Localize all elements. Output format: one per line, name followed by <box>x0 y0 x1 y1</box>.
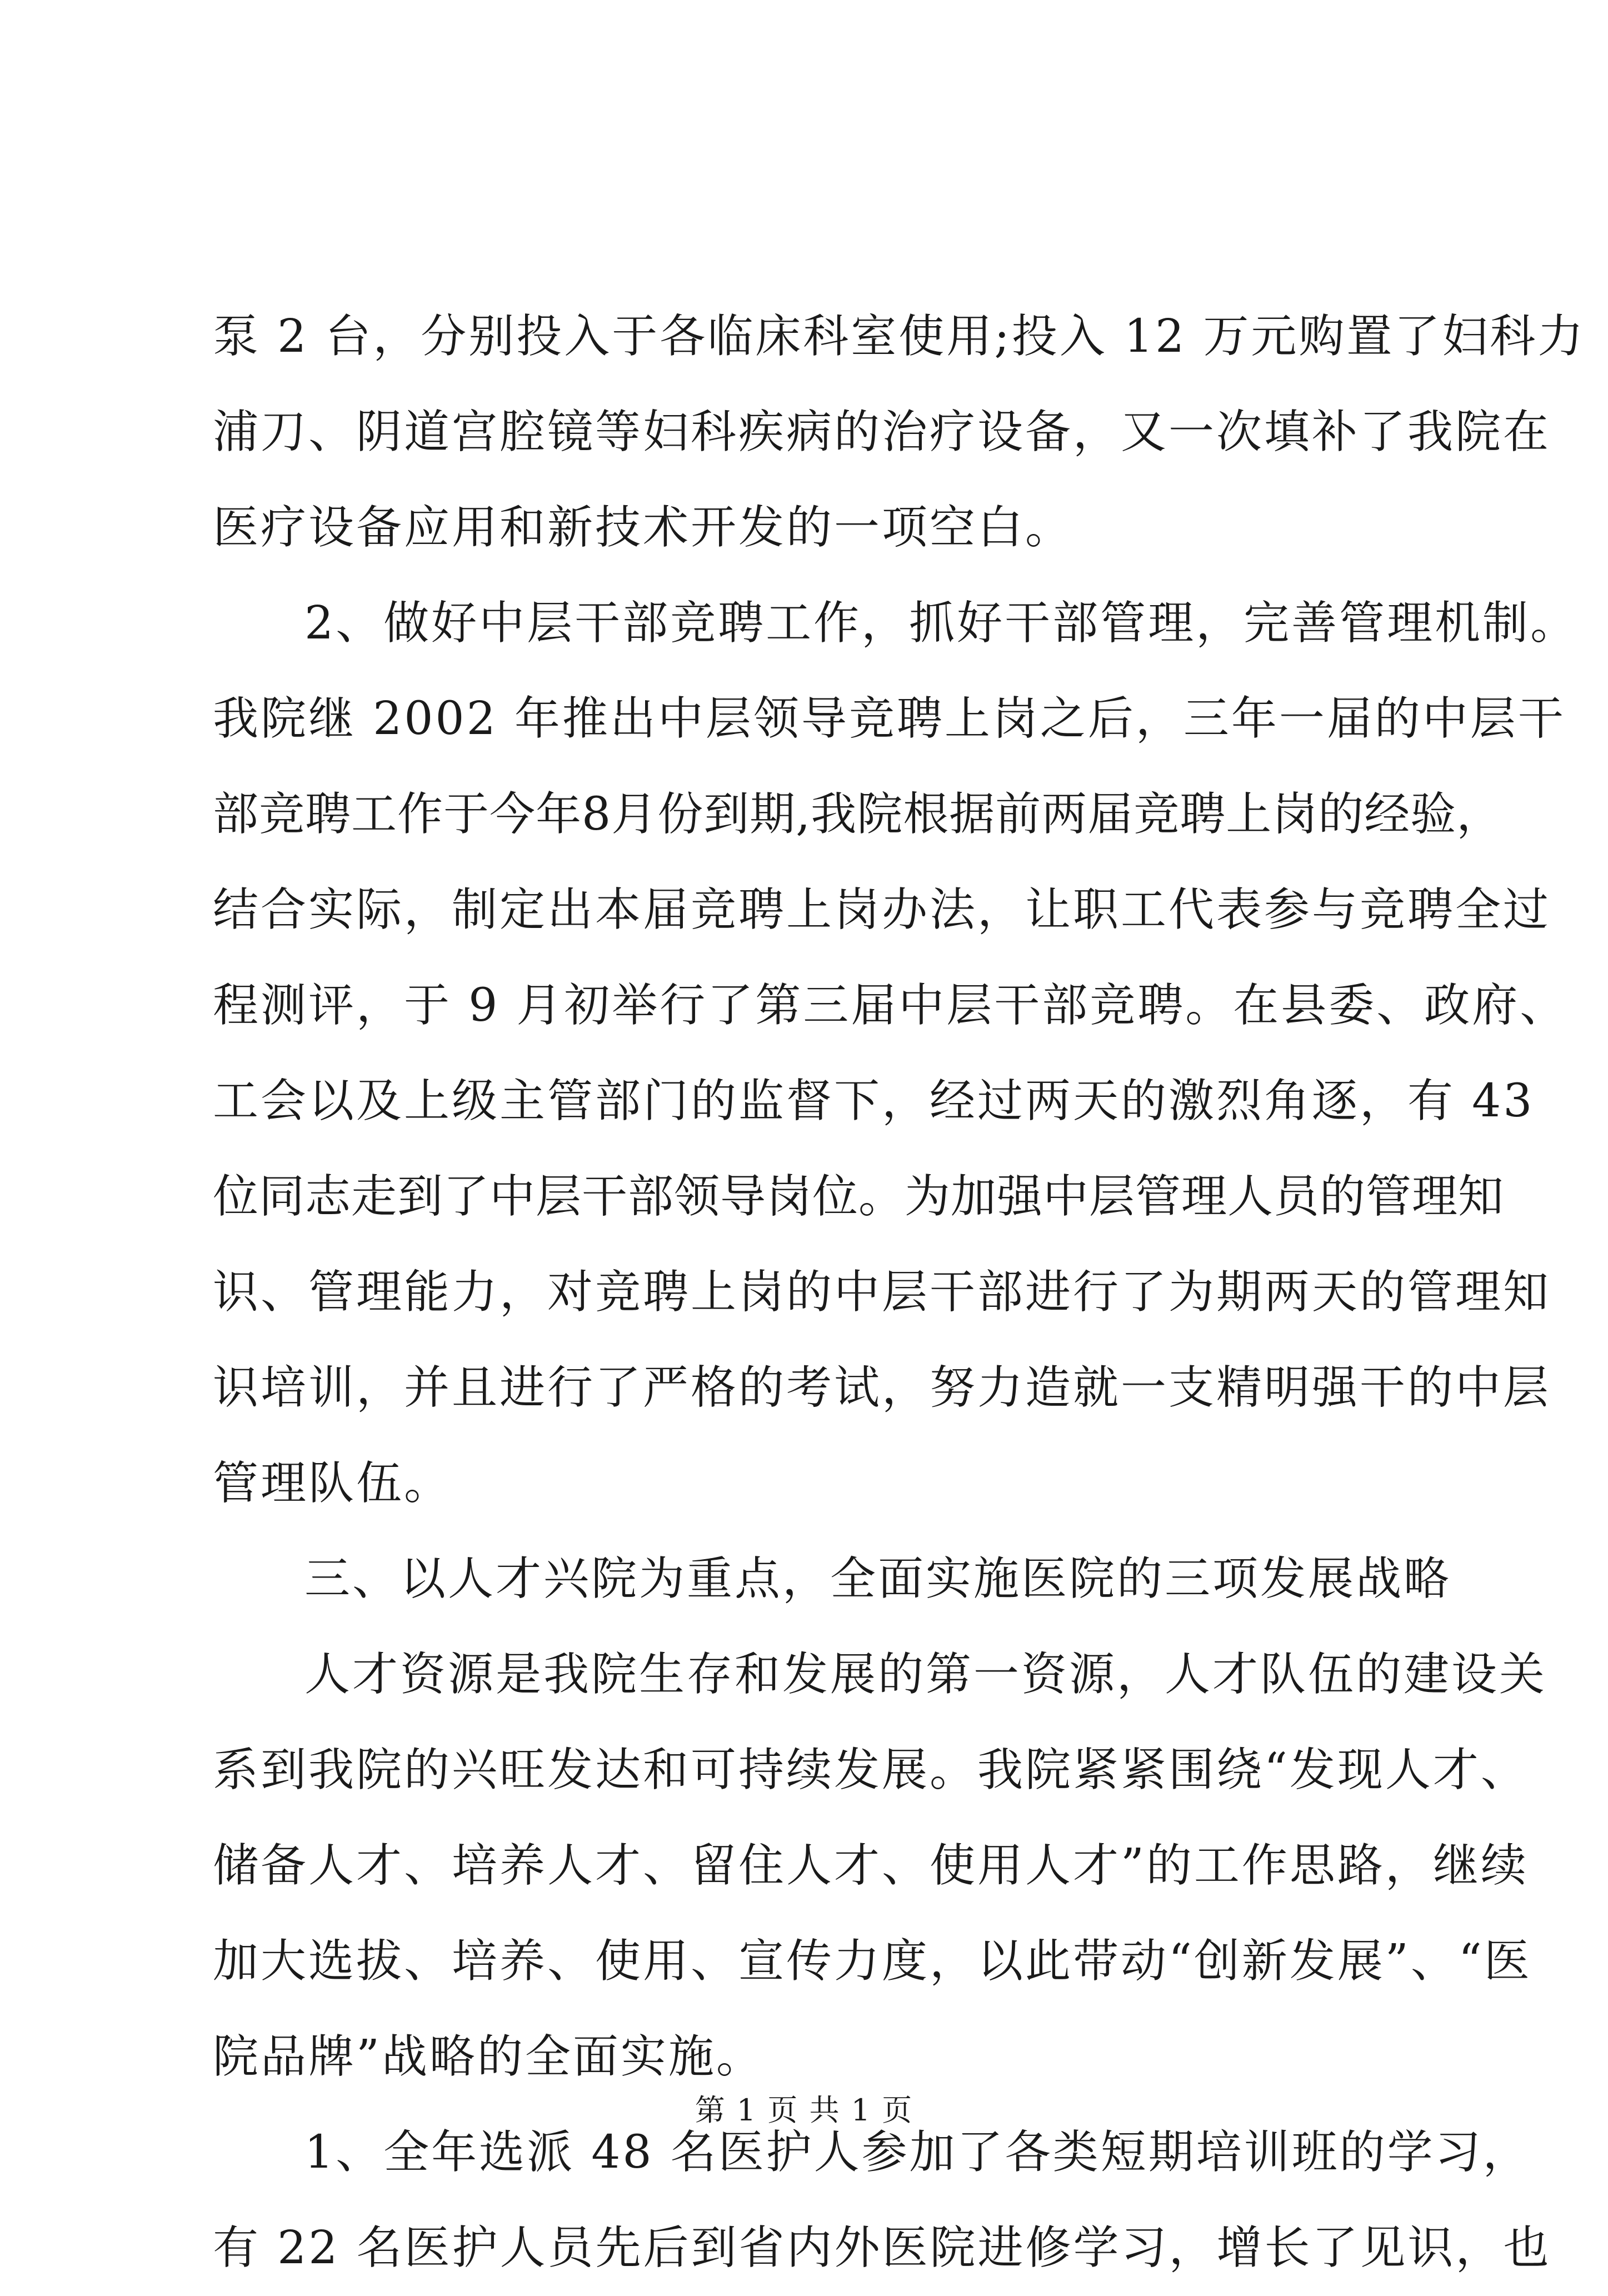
text-line: 位同志走到了中层干部领导岗位。为加强中层管理人员的管理知 <box>213 1170 1505 1223</box>
body-text <box>213 289 1586 2296</box>
text-line: 结合实际，制定出本届竞聘上岗办法，让职工代表参与竞聘全过 <box>213 884 1551 936</box>
text-line: 程测评，于 9 月初举行了第三届中层干部竞聘。在县委、政府、 <box>213 979 1568 1032</box>
paragraph-start: 人才资源是我院生存和发展的第一资源，人才队伍的建设关 <box>304 1648 1547 1701</box>
text-line: 医疗设备应用和新技术开发的一项空白。 <box>213 501 1073 554</box>
page-footer: 第 1 页 共 1 页 <box>695 2093 913 2128</box>
text-line: 系到我院的兴旺发达和可持续发展。我院紧紧围绕“发现人才、 <box>213 1744 1529 1796</box>
text-line: 工会以及上级主管部门的监督下，经过两天的激烈角逐，有 43 <box>213 1075 1535 1127</box>
text-line: 加大选拔、培养、使用、宣传力度，以此带动“创新发展”、“医 <box>213 1935 1532 1988</box>
text-line: 泵 2 台，分别投入于各临床科室使用;投入 12 万元购置了妇科力 <box>213 310 1586 363</box>
text-line: 部竞聘工作于今年8月份到期,我院根据前两届竞聘上岗的经验， <box>213 788 1503 841</box>
text-line: 我院继 2002 年推出中层领导竞聘上岗之后，三年一届的中层干 <box>213 692 1566 745</box>
text-line: 浦刀、阴道宫腔镜等妇科疾病的治疗设备，又一次填补了我院在 <box>213 406 1551 458</box>
text-line: 储备人才、培养人才、留住人才、使用人才”的工作思路，继续 <box>213 1839 1529 1892</box>
list-item-1: 1、全年选派 48 名医护人参加了各类短期培训班的学习， <box>304 2126 1531 2179</box>
section-heading-2: 2、做好中层干部竞聘工作，抓好干部管理，完善管理机制。 <box>304 597 1579 650</box>
section-heading-3: 三、以人才兴院为重点，全面实施医院的三项发展战略 <box>304 1553 1452 1605</box>
text-line: 识、管理能力，对竞聘上岗的中层干部进行了为期两天的管理知 <box>213 1266 1551 1319</box>
text-line: 识培训，并且进行了严格的考试，努力造就一支精明强干的中层 <box>213 1361 1551 1414</box>
text-line: 有 22 名医护人员先后到省内外医院进修学习，增长了见识，也 <box>213 2222 1551 2274</box>
text-line: 院品牌”战略的全面实施。 <box>213 2030 764 2083</box>
text-line: 管理队伍。 <box>213 1457 452 1510</box>
